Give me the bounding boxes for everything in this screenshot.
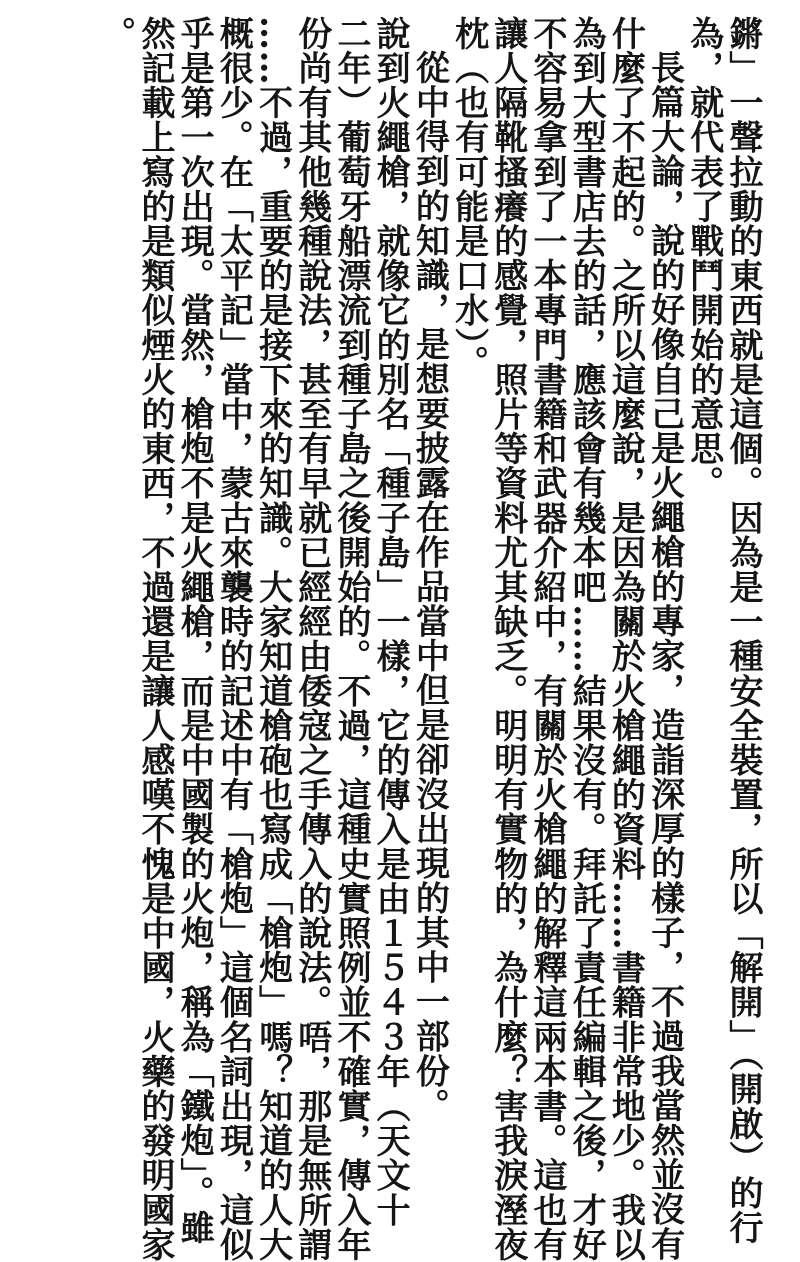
text-column: 為到大型書店去的話，應該會有幾本吧……結果沒有。拜託了責任編輯之後，才好	[566, 16, 607, 1262]
text-column: 然記載上寫的是類似煙火的東西，不過還是讓人感嘆不愧是中國，火藥的發明國家	[134, 16, 175, 1262]
text-column: 二年）葡萄牙船漂流到種子島之後開始的。不過，這種史實照例並不確實，傳入年	[330, 16, 371, 1262]
text-column: 長篇大論，說的好像自己是火繩槍的專家，造詣深厚的樣子，不過我當然並沒有	[644, 50, 685, 1261]
text-column: 枕（也有可能是口水）。	[448, 16, 489, 380]
text-column: 說到火繩槍，就像它的別名「種子島」一樣，它的傳入是由１５４３年（天文十	[370, 16, 411, 1227]
text-column: 什麼了不起的。之所以這麼說，是因為關於火槍繩的資料……書籍非常地少。我以	[605, 16, 646, 1262]
text-column: 鏘」一聲拉動的東西就是這個。因為是一種安全裝置，所以「解開」（開啟）的行	[723, 16, 763, 1245]
text-column: 為，就代表了戰鬥開始的意思。	[683, 16, 724, 501]
text-column: 從中得到的知識，是想要披露在作品當中但是卻沒出現的其中一部份。	[409, 50, 450, 1123]
text-column: 不容易拿到了一本專門書籍和武器介紹中，有關於火槍繩的解釋這兩本書。這也有	[526, 16, 567, 1262]
text-column: 概很少。在「太平記」當中，蒙古來襲時的記述中有「槍炮」這個名詞出現，這似	[213, 16, 254, 1262]
vertical-text-body	[95, 16, 763, 1262]
text-column: 讓人隔靴搔癢的感覺，照片等資料尤其缺乏。明明有實物的，為什麼？害我淚溼夜	[487, 16, 528, 1262]
text-column: 乎是第一次出現。當然，槍炮不是火繩槍，而是中國製的火炮，稱為「鐵炮」。雖	[174, 16, 215, 1245]
text-column: ……不過，重要的是接下來的知識。大家知道槍砲也寫成「槍炮」嗎？知道的人大	[252, 16, 293, 1262]
text-column: 。	[95, 16, 136, 51]
text-column: 份尚有其他幾種說法，甚至有早就已經經由倭寇之手傳入的說法。唔，那是無所謂	[291, 16, 332, 1262]
